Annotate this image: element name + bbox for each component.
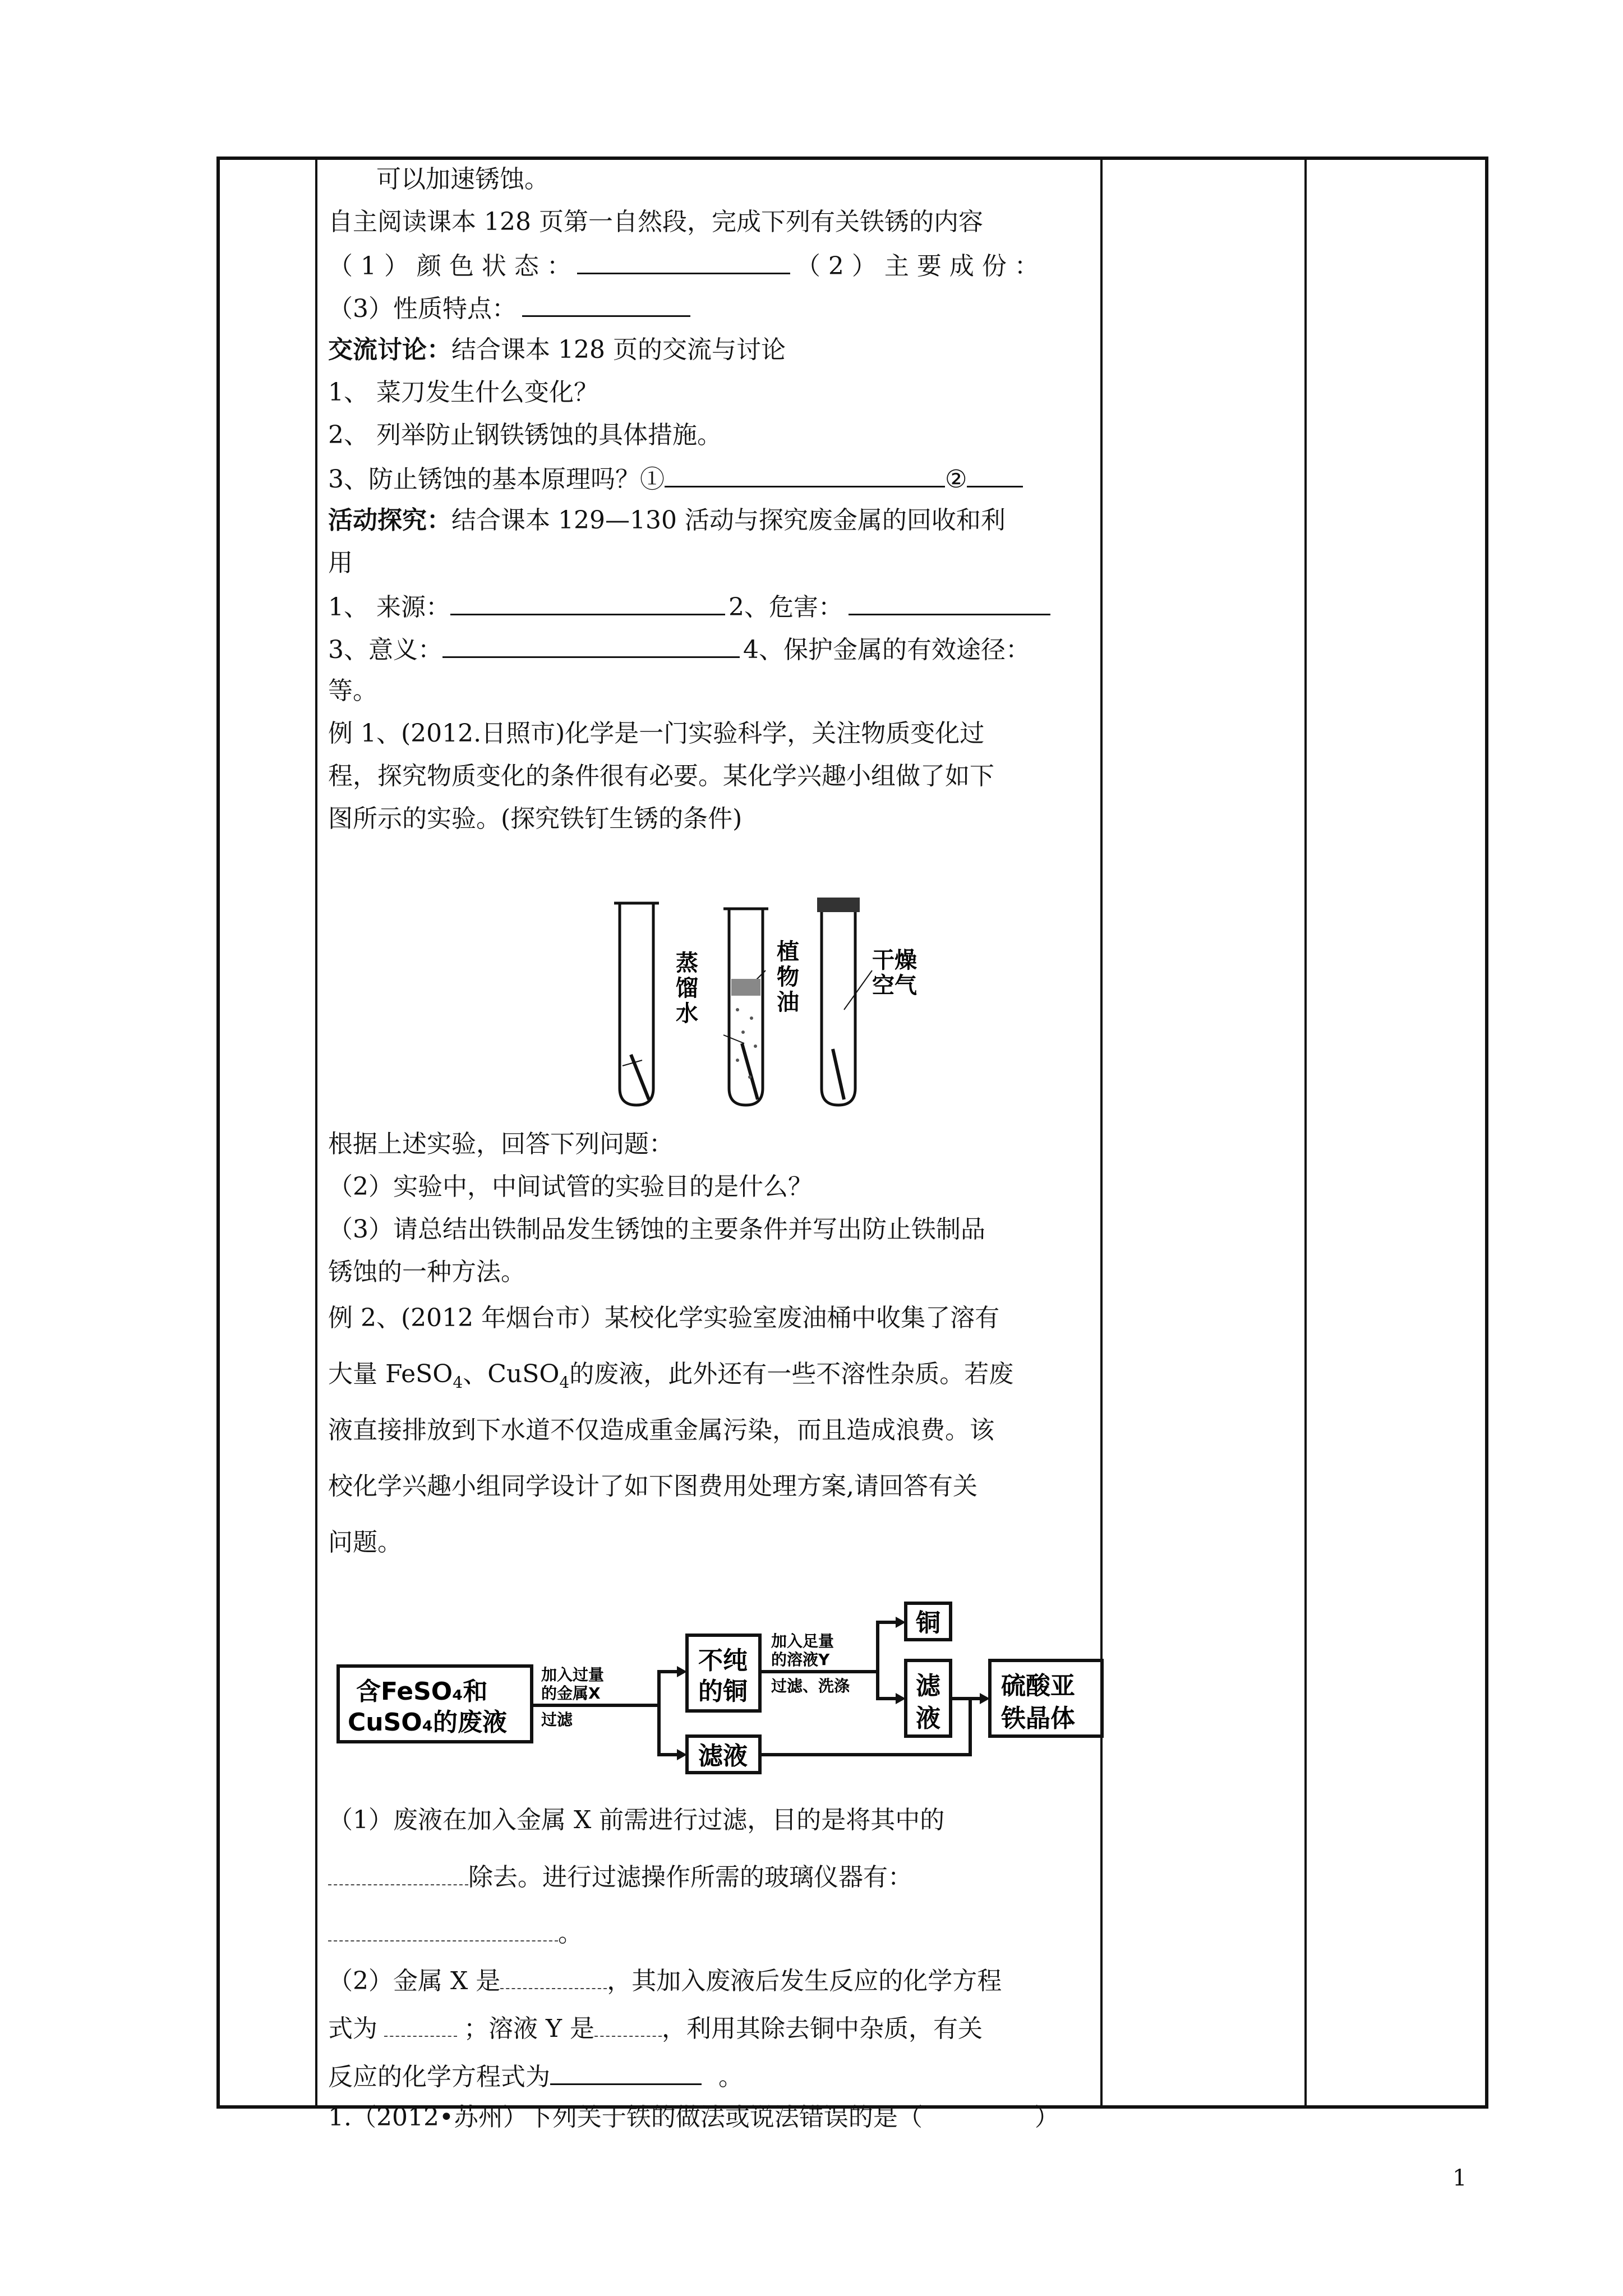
text-line: （2）实验中，中间试管的实验目的是什么？ xyxy=(328,1172,813,1201)
text-line: 3、防止锈蚀的基本原理吗？① ② xyxy=(328,461,1023,496)
svg-text:CuSO₄的废液: CuSO₄的废液 xyxy=(348,1708,507,1737)
column-divider-1 xyxy=(315,157,317,2109)
answer-blank xyxy=(522,291,690,317)
text-line: 液直接排放到下水道不仅造成重金属污染，而且造成浪费。该 xyxy=(328,1416,994,1444)
answer-blank xyxy=(594,2011,662,2037)
svg-text:过滤: 过滤 xyxy=(541,1710,573,1729)
svg-text:物: 物 xyxy=(777,964,799,990)
text-line: 自主阅读课本 128 页第一自然段，完成下列有关铁锈的内容 xyxy=(328,208,983,236)
text-line: 校化学兴趣小组同学设计了如下图费用处理方案,请回答有关 xyxy=(328,1472,978,1501)
text-line: 根据上述实验，回答下列问题： xyxy=(328,1130,674,1158)
text-line: （3）请总结出铁制品发生锈蚀的主要条件并写出防止铁制品 xyxy=(328,1215,985,1244)
text-line: 用 xyxy=(328,549,353,577)
svg-text:的铜: 的铜 xyxy=(698,1677,748,1706)
test-tube-2 xyxy=(729,909,763,1105)
column-divider-3 xyxy=(1304,157,1307,2109)
text-line: 程，探究物质变化的条件很有必要。某化学兴趣小组做了如下 xyxy=(328,762,994,790)
svg-text:铜: 铜 xyxy=(916,1609,940,1637)
svg-text:硫酸亚: 硫酸亚 xyxy=(1001,1672,1075,1700)
text-line: 式为 ；溶液 Y 是 ，利用其除去铜中杂质，有关 xyxy=(328,2011,983,2046)
svg-text:过滤、洗涤: 过滤、洗涤 xyxy=(771,1677,850,1695)
text-line: 交流讨论：结合课本 128 页的交流与讨论 xyxy=(328,335,786,364)
text-line: 活动探究：结合课本 129—130 活动与探究废金属的回收和利 xyxy=(328,506,1006,535)
text-line: 可以加速锈蚀。 xyxy=(376,165,549,194)
svg-text:铁晶体: 铁晶体 xyxy=(1001,1704,1075,1733)
text-line: （2）金属 X 是 ，其加入废液后发生反应的化学方程 xyxy=(328,1963,1002,1998)
svg-text:水: 水 xyxy=(676,1001,698,1027)
text-line: （ 1 ） 颜 色 状 态 ： （ 2 ） 主 要 成 份 ： xyxy=(328,248,1039,283)
svg-text:蒸: 蒸 xyxy=(676,950,698,976)
text-line: 1、 菜刀发生什么变化？ xyxy=(328,378,598,407)
text-line: 1.（2012•苏州）下列关于铁的做法或说法错误的是（ ） xyxy=(328,2103,1059,2132)
text-line: 。 xyxy=(328,1916,583,1950)
answer-blank xyxy=(550,2059,702,2085)
answer-blank xyxy=(442,632,740,658)
svg-text:滤液: 滤液 xyxy=(698,1742,748,1770)
svg-text:干燥: 干燥 xyxy=(872,947,917,973)
answer-blank xyxy=(849,589,1050,615)
answer-blank xyxy=(577,248,790,274)
text-line: 锈蚀的一种方法。 xyxy=(328,1258,525,1286)
text-line: （1）废液在加入金属 X 前需进行过滤，目的是将其中的 xyxy=(328,1806,945,1834)
column-divider-2 xyxy=(1100,157,1103,2109)
svg-text:油: 油 xyxy=(777,990,799,1015)
answer-blank xyxy=(384,2011,457,2037)
svg-text:馏: 馏 xyxy=(676,976,698,1001)
svg-text:植: 植 xyxy=(777,939,799,965)
answer-blank xyxy=(500,1963,607,1989)
answer-blank xyxy=(967,461,1023,487)
svg-text:滤: 滤 xyxy=(916,1672,940,1700)
svg-text:加入足量: 加入足量 xyxy=(771,1632,834,1650)
svg-text:空气: 空气 xyxy=(872,973,917,999)
answer-blank xyxy=(328,1916,558,1941)
text-line: 反应的化学方程式为 。 xyxy=(328,2059,743,2094)
text-line: 问题。 xyxy=(328,1528,402,1557)
text-line: 2、 列举防止钢铁锈蚀的具体措施。 xyxy=(328,421,722,449)
svg-text:的金属X: 的金属X xyxy=(541,1684,601,1703)
svg-text:的溶液Y: 的溶液Y xyxy=(771,1650,830,1669)
text-line: 例 1、(2012.日照市)化学是一门实验科学，关注物质变化过 xyxy=(328,719,985,748)
svg-text:加入过量: 加入过量 xyxy=(541,1665,605,1684)
process-flow-diagram xyxy=(334,1599,1108,1784)
test-tube-1 xyxy=(620,903,653,1105)
svg-text:液: 液 xyxy=(916,1704,940,1733)
page-number: 1 xyxy=(1453,2165,1467,2191)
test-tube-figure xyxy=(597,898,945,1111)
svg-text:不纯: 不纯 xyxy=(698,1646,748,1675)
text-line: 例 2、(2012 年烟台市）某校化学实验室废油桶中收集了溶有 xyxy=(328,1304,1000,1332)
text-line: （3）性质特点： xyxy=(328,291,690,326)
svg-text:含FeSO₄和: 含FeSO₄和 xyxy=(356,1677,488,1706)
answer-blank xyxy=(328,1860,468,1885)
text-line: 除去。进行过滤操作所需的玻璃仪器有： xyxy=(328,1860,912,1894)
text-line: 大量 FeSO$_4$、CuSO$_4$的废液，此外还有一些不溶性杂质。若废 xyxy=(328,1360,1014,1392)
text-line: 3、意义： 4、保护金属的有效途径： xyxy=(328,632,1030,667)
text-line: 1、 来源： 2、危害： xyxy=(328,589,1050,624)
text-line: 图所示的实验。(探究铁钉生锈的条件) xyxy=(328,804,743,833)
answer-blank xyxy=(665,461,945,487)
answer-blank xyxy=(450,589,725,615)
text-line: 等。 xyxy=(328,677,377,705)
